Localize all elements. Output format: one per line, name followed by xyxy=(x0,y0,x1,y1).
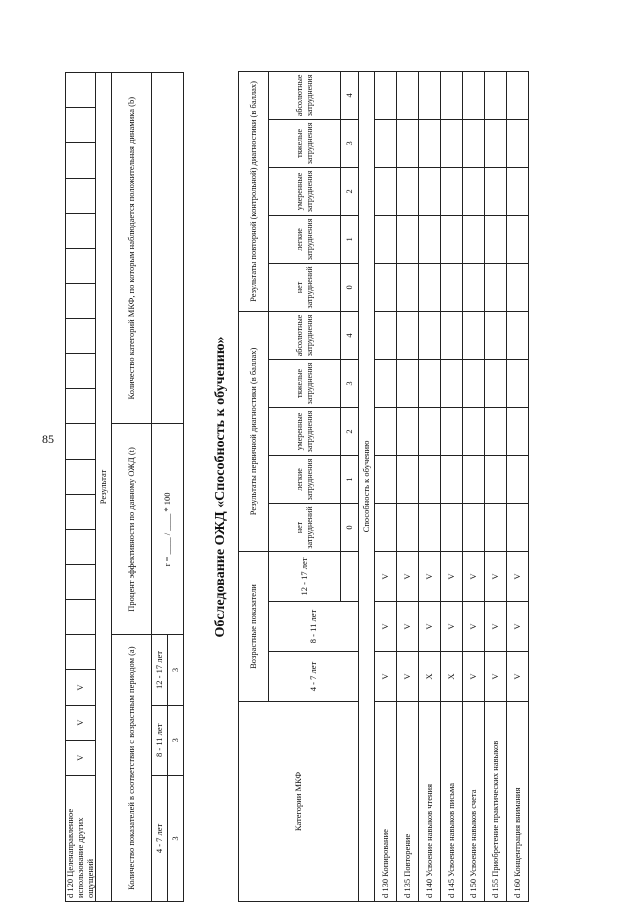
age-group-header: 8 - 11 лет xyxy=(152,705,168,775)
score-label: умеренные затруднения xyxy=(269,167,341,215)
mark-cell: V xyxy=(507,652,529,702)
empty-cell xyxy=(375,71,397,119)
empty-cell xyxy=(375,215,397,263)
empty-cell xyxy=(507,455,529,503)
table-row xyxy=(375,71,397,901)
rotated-page-content xyxy=(65,72,625,902)
empty-cell xyxy=(66,178,96,213)
score-label: нет затруднений xyxy=(269,503,341,551)
empty-cell xyxy=(397,119,419,167)
empty-cell xyxy=(441,167,463,215)
empty-cell xyxy=(397,407,419,455)
age-group-header: 8 - 11 лет xyxy=(269,602,359,652)
empty-cell xyxy=(66,459,96,494)
empty-cell xyxy=(441,119,463,167)
empty-cell xyxy=(485,503,507,551)
empty-cell xyxy=(66,213,96,248)
mark-cell: X xyxy=(419,652,441,702)
empty-cell xyxy=(419,455,441,503)
table-row xyxy=(441,71,463,901)
empty-cell xyxy=(463,503,485,551)
age-group-header: 12 - 17 лет xyxy=(269,551,341,601)
empty-cell xyxy=(485,215,507,263)
section-label: Способность к обучению xyxy=(359,71,375,901)
mark-cell: V xyxy=(419,551,441,601)
mark-cell: V xyxy=(485,551,507,601)
empty-cell xyxy=(485,407,507,455)
empty-cell xyxy=(66,283,96,318)
table-row xyxy=(507,71,529,901)
empty-cell xyxy=(441,359,463,407)
empty-cell xyxy=(375,263,397,311)
empty-cell xyxy=(397,311,419,359)
mark-cell: V xyxy=(397,652,419,702)
mark-cell: V xyxy=(66,740,96,775)
age-group-header: 4 - 7 лет xyxy=(152,775,168,901)
row-label: d 155 Приобретение практических навыков xyxy=(485,702,507,902)
empty-cell xyxy=(397,71,419,119)
row-label: d 145 Усвоение навыков письма xyxy=(441,702,463,902)
mark-cell: V xyxy=(463,551,485,601)
score-label: абсолютные затруднения xyxy=(269,311,341,359)
mark-cell: V xyxy=(463,652,485,702)
empty-cell xyxy=(66,635,96,670)
score-label: легкие затруднения xyxy=(269,215,341,263)
empty-cell xyxy=(441,503,463,551)
formula: r = ____ / ____ * 100 xyxy=(152,424,184,635)
empty-cell xyxy=(375,407,397,455)
score-value: 4 xyxy=(341,71,359,119)
mark-cell: V xyxy=(375,551,397,601)
empty-cell xyxy=(419,119,441,167)
empty-cell xyxy=(375,119,397,167)
empty-cell xyxy=(397,359,419,407)
score-value: 2 xyxy=(341,167,359,215)
empty-cell xyxy=(507,263,529,311)
col-b-title: Количество категорий МКФ, по которым наблюдается положительная динамика (b) xyxy=(112,73,152,425)
empty-cell xyxy=(485,119,507,167)
empty-cell xyxy=(419,503,441,551)
score-label: тяжелые затруднения xyxy=(269,119,341,167)
age-count: 3 xyxy=(168,705,184,775)
table-row xyxy=(485,71,507,901)
empty-cell xyxy=(375,311,397,359)
row-label-d120: d 120 Целенаправленное использование других ощущений xyxy=(66,775,96,901)
empty-cell xyxy=(463,455,485,503)
score-value: 1 xyxy=(341,215,359,263)
col-t-title: Процент эффективности по данному ОЖД (t) xyxy=(112,424,152,635)
score-label: легкие затруднения xyxy=(269,455,341,503)
table-row xyxy=(463,71,485,901)
score-label: нет затруднений xyxy=(269,263,341,311)
empty-cell xyxy=(507,215,529,263)
score-label: умеренные затруднения xyxy=(269,407,341,455)
mark-cell: V xyxy=(441,551,463,601)
mark-cell: V xyxy=(485,602,507,652)
empty-cell xyxy=(507,407,529,455)
col-category-header: Категории МКФ xyxy=(239,702,359,902)
row-label: d 160 Концентрация внимания xyxy=(507,702,529,902)
row-label: d 130 Копирование xyxy=(375,702,397,902)
empty-cell xyxy=(485,167,507,215)
empty-cell xyxy=(419,407,441,455)
table-row xyxy=(397,71,419,901)
empty-cell xyxy=(441,263,463,311)
empty-cell xyxy=(507,503,529,551)
mark-cell: V xyxy=(375,602,397,652)
empty-cell xyxy=(397,167,419,215)
empty-cell xyxy=(66,529,96,564)
empty-cell xyxy=(66,600,96,635)
empty-cell xyxy=(463,119,485,167)
mark-cell: V xyxy=(507,551,529,601)
mark-cell: V xyxy=(485,652,507,702)
age-group-header: 4 - 7 лет xyxy=(269,652,359,702)
empty-cell xyxy=(419,71,441,119)
table-row xyxy=(419,71,441,901)
empty-cell xyxy=(66,424,96,459)
empty-cell xyxy=(463,263,485,311)
empty-cell xyxy=(341,551,359,601)
empty-cell xyxy=(419,311,441,359)
learning-ability-table xyxy=(238,71,529,902)
empty-cell xyxy=(507,119,529,167)
empty-cell xyxy=(375,359,397,407)
empty-cell xyxy=(419,359,441,407)
empty-cell xyxy=(485,311,507,359)
score-value: 4 xyxy=(341,311,359,359)
score-label: абсолютные затруднения xyxy=(269,71,341,119)
mark-cell: V xyxy=(441,602,463,652)
empty-cell xyxy=(66,248,96,283)
score-value: 0 xyxy=(341,503,359,551)
section-title: Обследование ОЖД «Способность к обучению» xyxy=(213,336,228,638)
mark-cell: X xyxy=(441,652,463,702)
mark-cell: V xyxy=(419,602,441,652)
col-primary-header: Результаты первичной диагностики (в баллах) xyxy=(239,311,269,551)
empty-cell xyxy=(463,311,485,359)
empty-cell xyxy=(485,71,507,119)
age-group-header: 12 - 17 лет xyxy=(152,635,168,705)
empty-cell xyxy=(463,359,485,407)
mark-cell: V xyxy=(375,652,397,702)
empty-cell xyxy=(66,354,96,389)
empty-cell xyxy=(485,263,507,311)
empty-cell xyxy=(66,108,96,143)
mark-cell: V xyxy=(66,670,96,705)
empty-cell xyxy=(397,455,419,503)
mark-cell: V xyxy=(397,602,419,652)
score-value: 3 xyxy=(341,359,359,407)
mark-cell: V xyxy=(66,705,96,740)
col-age-header: Возрастные показатели xyxy=(239,551,269,701)
empty-cell xyxy=(441,311,463,359)
empty-cell xyxy=(66,565,96,600)
empty-cell xyxy=(66,143,96,178)
empty-cell xyxy=(441,455,463,503)
mark-cell: V xyxy=(397,551,419,601)
col-repeat-header: Результаты повторной (контрольной) диагностики (в баллах) xyxy=(239,71,269,311)
empty-cell xyxy=(507,311,529,359)
score-label: тяжелые затруднения xyxy=(269,359,341,407)
empty-cell xyxy=(441,215,463,263)
page-number: 85 xyxy=(42,432,54,446)
empty-cell xyxy=(463,407,485,455)
empty-cell xyxy=(463,215,485,263)
empty-cell xyxy=(66,73,96,108)
empty-cell xyxy=(419,263,441,311)
empty-cell xyxy=(485,455,507,503)
table-body xyxy=(375,71,529,901)
row-label: d 150 Усвоение навыков счета xyxy=(463,702,485,902)
empty-cell xyxy=(507,71,529,119)
score-value: 0 xyxy=(341,263,359,311)
empty-cell xyxy=(463,71,485,119)
score-value: 2 xyxy=(341,407,359,455)
score-value: 1 xyxy=(341,455,359,503)
empty-cell xyxy=(507,167,529,215)
empty-cell xyxy=(463,167,485,215)
result-label: Результат xyxy=(96,73,112,902)
col-b-value xyxy=(152,73,184,425)
row-label: d 135 Повторение xyxy=(397,702,419,902)
empty-cell xyxy=(485,359,507,407)
empty-cell xyxy=(419,215,441,263)
empty-cell xyxy=(375,503,397,551)
empty-cell xyxy=(419,167,441,215)
empty-cell xyxy=(66,319,96,354)
mark-cell: V xyxy=(507,602,529,652)
col-a-title: Количество показателей в соответствии с возрастным периодом (a) xyxy=(112,635,152,902)
age-count: 3 xyxy=(168,635,184,705)
effectiveness-table xyxy=(65,72,184,902)
mark-cell: V xyxy=(463,602,485,652)
score-value: 3 xyxy=(341,119,359,167)
empty-cell xyxy=(397,215,419,263)
empty-cell xyxy=(507,359,529,407)
row-label: d 140 Усвоение навыков чтения xyxy=(419,702,441,902)
empty-cell xyxy=(397,263,419,311)
empty-cell xyxy=(441,71,463,119)
empty-cell xyxy=(441,407,463,455)
empty-cell xyxy=(66,389,96,424)
empty-cell xyxy=(66,494,96,529)
empty-cell xyxy=(397,503,419,551)
age-count: 3 xyxy=(168,775,184,901)
empty-cell xyxy=(375,455,397,503)
empty-cell xyxy=(375,167,397,215)
